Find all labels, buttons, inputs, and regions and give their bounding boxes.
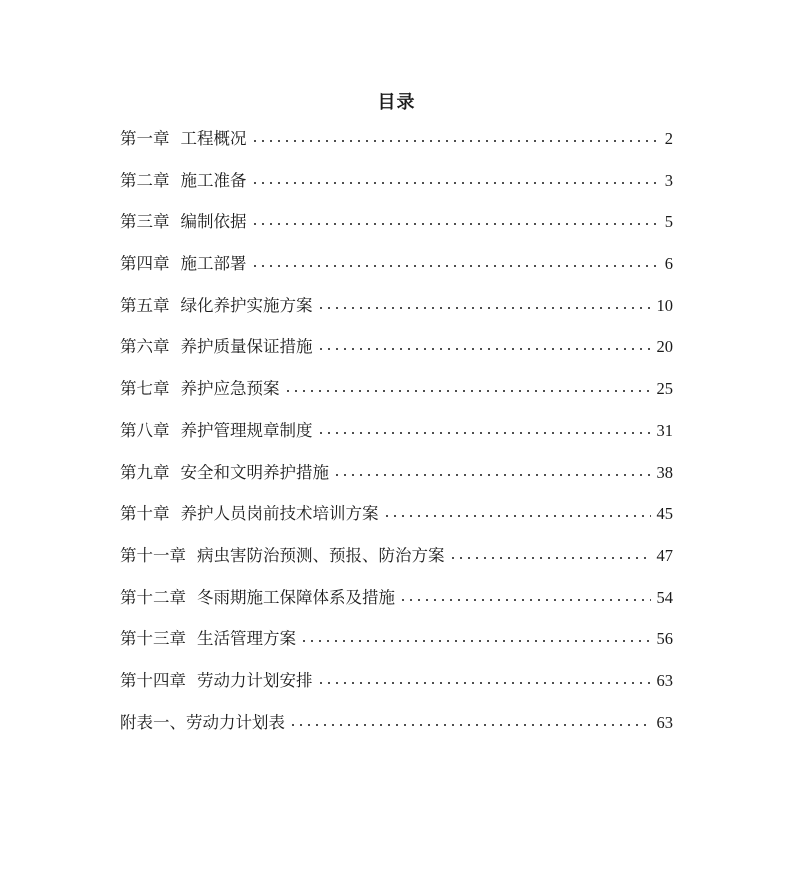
toc-leader-dots [383, 514, 651, 518]
toc-page-number: 54 [656, 587, 673, 607]
toc-page-number: 38 [656, 462, 673, 482]
toc-leader-dots [317, 431, 651, 435]
toc-title: 目录 [377, 92, 416, 113]
toc-entry[interactable] [120, 250, 673, 292]
toc-leader-dots [317, 306, 651, 310]
toc-entry-title: 养护管理规章制度 [180, 420, 313, 440]
toc-chapter-number: 第八章 [120, 420, 170, 440]
toc-entry[interactable] [120, 709, 673, 751]
toc-chapter-number: 第九章 [120, 462, 170, 482]
toc-entry-title: 冬雨期施工保障体系及措施 [197, 587, 395, 607]
toc-page-number: 56 [656, 629, 673, 649]
toc-chapter-number: 第十一章 [120, 545, 186, 565]
toc-entry[interactable] [120, 208, 673, 250]
toc-entry-title: 编制依据 [180, 212, 247, 232]
toc-entry[interactable] [120, 500, 673, 542]
toc-chapter-number: 第十四章 [120, 670, 186, 690]
toc-entry[interactable] [120, 417, 673, 459]
toc-entry-title: 养护应急预案 [180, 379, 280, 399]
toc-page-number: 2 [664, 129, 673, 148]
toc-leader-dots [399, 598, 651, 602]
toc-entry-title: 绿化养护实施方案 [180, 295, 313, 315]
toc-leader-dots [289, 723, 651, 727]
toc-page-number: 63 [656, 670, 673, 690]
toc-leader-dots [251, 139, 659, 143]
toc-leader-dots [251, 264, 659, 268]
toc-page-number: 10 [656, 295, 673, 315]
toc-leader-dots [317, 347, 651, 351]
toc-entry[interactable] [120, 167, 673, 209]
toc-entry-title: 工程概况 [180, 129, 247, 148]
toc-page-number: 45 [656, 504, 673, 524]
toc-page-number: 63 [656, 712, 673, 732]
toc-chapter-number: 第一章 [120, 129, 170, 148]
toc-entry[interactable] [120, 667, 673, 709]
toc-leader-dots [251, 181, 659, 185]
toc-chapter-number: 第四章 [120, 254, 170, 274]
toc-page-number: 6 [664, 254, 673, 274]
toc-page-number: 31 [656, 420, 673, 440]
toc-page-number: 20 [656, 337, 673, 357]
toc-leader-dots [284, 389, 651, 393]
toc-entry[interactable] [120, 375, 673, 417]
toc-entry-title: 养护人员岗前技术培训方案 [180, 504, 379, 524]
toc-entry-title: 养护质量保证措施 [180, 337, 313, 357]
toc-entry-title: 生活管理方案 [197, 629, 296, 649]
toc-entry-title: 施工准备 [180, 170, 247, 190]
toc-chapter-number: 第二章 [120, 170, 170, 190]
toc-entry[interactable] [120, 584, 673, 626]
toc-page-number: 25 [656, 379, 673, 399]
toc-leader-dots [300, 639, 651, 643]
toc-entry-title: 附表一、劳动力计划表 [120, 712, 285, 732]
toc-chapter-number: 第十三章 [120, 629, 186, 649]
toc-entry-title: 安全和文明养护措施 [180, 462, 329, 482]
toc-entry[interactable] [120, 333, 673, 375]
toc-entry[interactable] [120, 625, 673, 667]
toc-entry[interactable] [120, 459, 673, 501]
toc-leader-dots [317, 681, 651, 685]
toc-page-number: 47 [656, 545, 673, 565]
toc-entry[interactable] [120, 542, 673, 584]
toc-leader-dots [251, 222, 659, 226]
toc-chapter-number: 第五章 [120, 295, 170, 315]
toc-entry[interactable] [120, 292, 673, 334]
toc-leader-dots [333, 473, 651, 477]
toc-chapter-number: 第三章 [120, 212, 170, 232]
toc-chapter-number: 第十章 [120, 504, 170, 524]
toc-chapter-number: 第七章 [120, 379, 170, 399]
toc-leader-dots [449, 556, 651, 560]
toc-entry[interactable] [120, 125, 673, 167]
toc-chapter-number: 第六章 [120, 337, 170, 357]
toc-list [120, 125, 673, 750]
toc-page-number: 3 [664, 170, 673, 190]
toc-entry-title: 病虫害防治预测、预报、防治方案 [197, 545, 445, 565]
toc-entry-title: 劳动力计划安排 [197, 670, 313, 690]
toc-page-number: 5 [664, 212, 673, 232]
toc-entry-title: 施工部署 [180, 254, 247, 274]
toc-chapter-number: 第十二章 [120, 587, 186, 607]
